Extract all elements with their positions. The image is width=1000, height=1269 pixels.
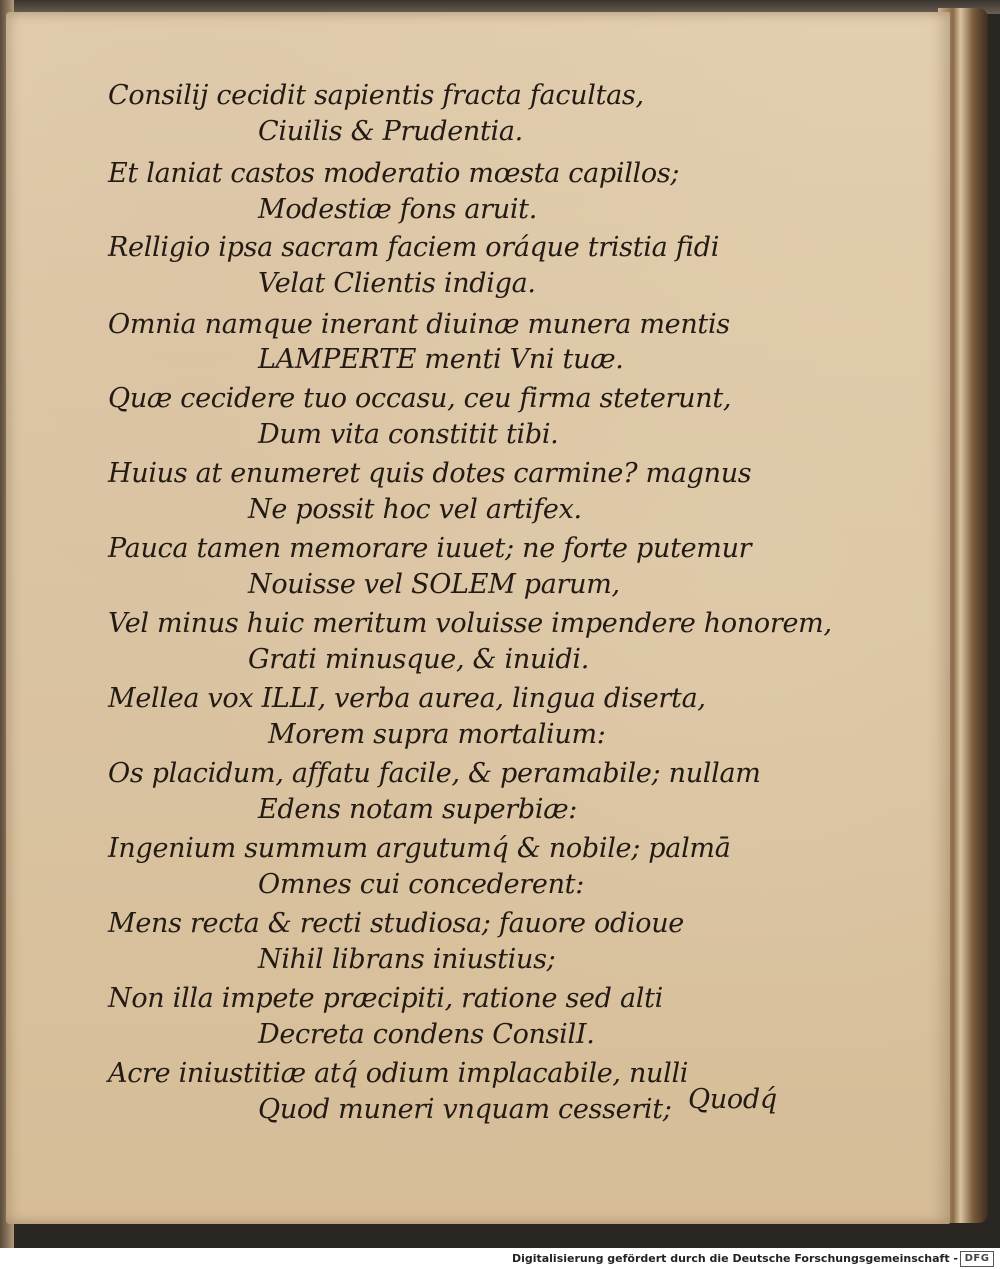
- footer-bar: [0, 1248, 1000, 1269]
- verse-line: Acre iniustitiæ atq́ odium implacabile, nulli: [108, 1058, 689, 1089]
- verse-line: Mellea vox ILLI, verba aurea, lingua diserta,: [108, 683, 706, 714]
- verse-line: Os placidum, affatu facile, & peramabile; nullam: [108, 758, 761, 789]
- verse-line: Nihil librans iniustius;: [258, 944, 556, 975]
- dfg-logo: DFG: [960, 1251, 994, 1267]
- verse-line: Grati minusque, & inuidi.: [248, 644, 589, 675]
- verse-line: Nouisse vel SOLEM parum,: [248, 569, 620, 600]
- verse-line: Edens notam superbiæ:: [258, 794, 578, 825]
- verse-line: Pauca tamen memorare iuuet; ne forte putemur: [108, 533, 752, 564]
- catchword: Quodq́: [688, 1084, 777, 1115]
- verse-line: Omnia namque inerant diuinæ munera mentis: [108, 309, 730, 340]
- verse-line: Dum vita constitit tibi.: [258, 419, 559, 450]
- verse-line: Non illa impete præcipiti, ratione sed alti: [108, 983, 663, 1014]
- verse-line: Omnes cui concederent:: [258, 869, 585, 900]
- verse-line: Ne possit hoc vel artifex.: [248, 494, 582, 525]
- verse-text: [6, 12, 950, 1224]
- book-page: [6, 12, 950, 1224]
- verse-line: Huius at enumeret quis dotes carmine? magnus: [108, 458, 752, 489]
- verse-line: Et laniat castos moderatio mœsta capillos;: [108, 158, 680, 189]
- verse-line: Decreta condens ConsilI.: [258, 1019, 595, 1050]
- verse-line: Morem supra mortalium:: [268, 719, 606, 750]
- verse-line: Relligio ipsa sacram faciem oráque tristia fidi: [108, 232, 720, 263]
- verse-line: Modestiæ fons aruit.: [258, 194, 538, 225]
- verse-line: Quæ cecidere tuo occasu, ceu firma steterunt,: [108, 383, 732, 414]
- verse-line: LAMPERTE menti Vni tuæ.: [258, 344, 624, 375]
- verse-line: Quod muneri vnquam cesserit;: [258, 1094, 672, 1125]
- verse-line: Ingenium summum argutumq́ & nobile; palmā: [108, 833, 731, 864]
- verse-line: Mens recta & recti studiosa; fauore odioue: [108, 908, 684, 939]
- verse-line: Velat Clientis indiga.: [258, 268, 536, 299]
- funding-credit: Digitalisierung gefördert durch die Deutsche Forschungsgemeinschaft -: [511, 1252, 958, 1265]
- verse-line: Ciuilis & Prudentia.: [258, 116, 523, 147]
- verse-line: Vel minus huic meritum voluisse impendere honorem,: [108, 608, 832, 639]
- verse-line: Consilij cecidit sapientis fracta facultas,: [108, 80, 644, 111]
